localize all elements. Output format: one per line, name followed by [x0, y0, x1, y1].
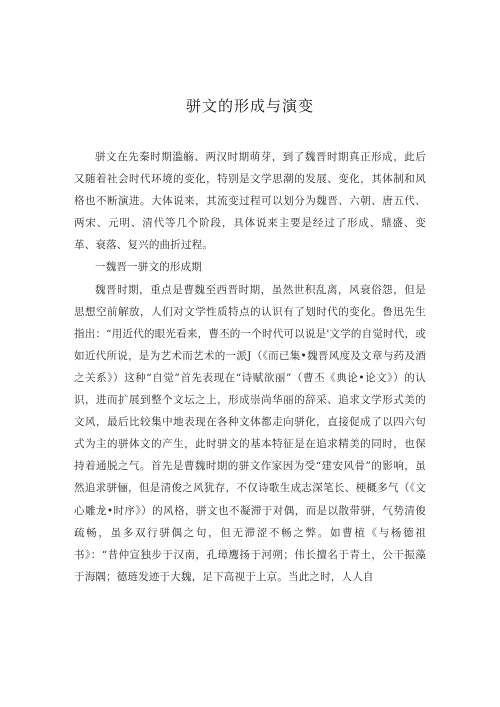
document-title: 骈文的形成与演变 — [185, 97, 314, 115]
paragraph-intro: 骈文在先秦时期滥觞、两汉时期萌芽，到了魏晋时期真正形成，此后又随着社会时代环境的变化，特别是文学思潮的发展、变化，其体制和风格也不断演进。大体说来，其流变过程可以划分为魏晋、六朝、唐五代、两宋、元明、清代等几个阶段，具体说来主要是经过了形成、鼎盛、变革、衰落、复兴的曲折过程。 — [74, 151, 426, 252]
document-body — [74, 146, 426, 588]
section-heading-weijin: 一魏晋一骈文的形成期 — [95, 261, 202, 274]
paragraph-weijin: 魏晋时期，重点是曹魏至西晋时期，虽然世积乱离，风衰俗怨，但是思想空前解放，人们对文学性质特点的认识有了划时代的变化。鲁迅先生指出：“用近代的眼光看来，曹丕的一个时代可以说是'文学的自觉时代，或如近代所说，是为艺术而艺术的一派J（《而已集•魏晋风度及文章与药及酒之关系》）这种“自觉”首先表现在“诗赋欲丽”（曹丕《典论•论文》）的认识，进而扩展到整个文坛之上，形成崇尚华丽的辞采、追求文学形式美的文风，最后比较集中地表现在各种文体都走向骈化，直接促成了以四六句式为主的骈体文的产生，此时骈文的基本特征是在追求精美的同时，也保持着通脱之气。首先是曹魏时期的骈文作家因为受“建安风骨”的影响，虽然追求骈俪，但是清俊之风犹存，不仅诗歌生成志深笔长、梗概多气（《文心雕龙•时序》）的风格，骈文也不凝滞于对偶，而是以散带骈，气势清俊疏畅，虽多双行骈偶之句，但无滞涩不畅之弊。如曹植《与杨德祖书》：“昔仲宣独步于汉南，孔璋鹰扬于河朔；伟长擅名于青土，公干振藻于海隅；德琏发迹于大魏，足下高视于上京。当此之时，人人自 — [74, 283, 426, 583]
